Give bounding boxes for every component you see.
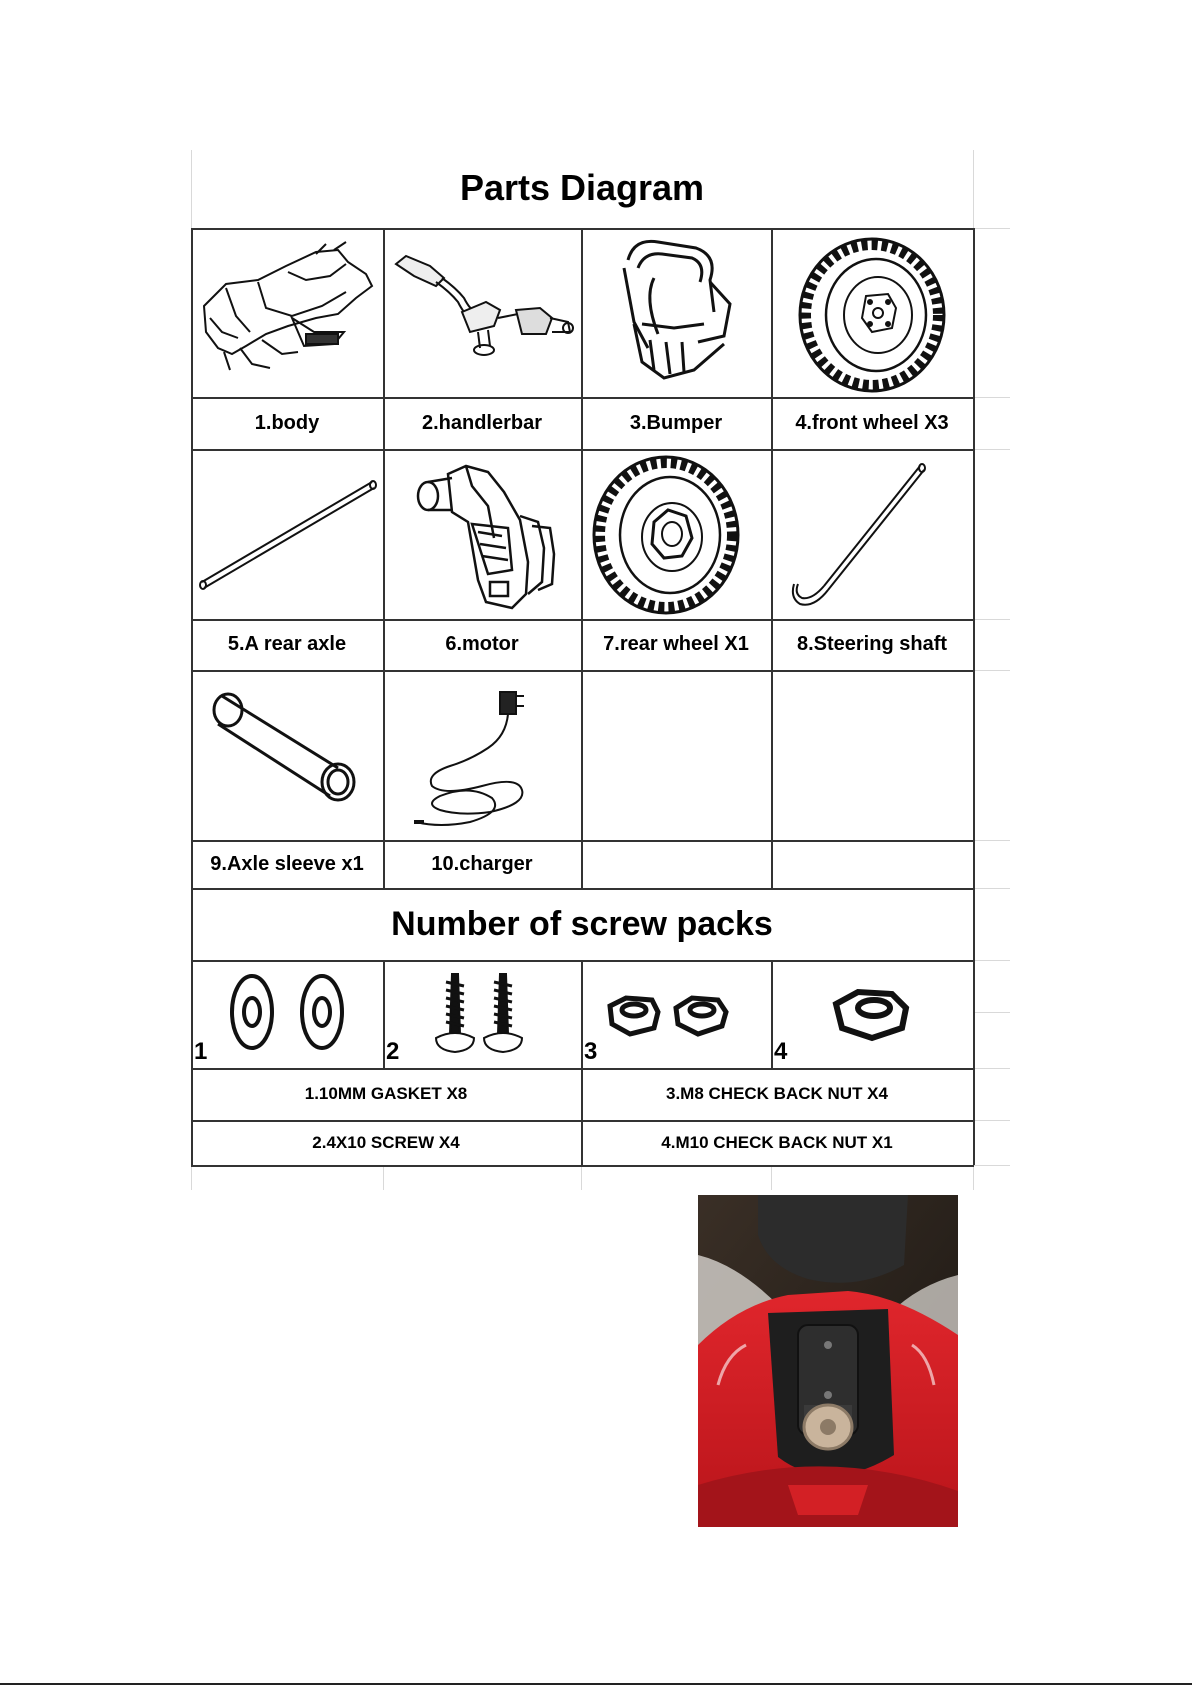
- m10-nut-icon: [832, 988, 912, 1042]
- table-border: [191, 888, 974, 890]
- part-label: 4.front wheel X3: [795, 411, 949, 434]
- motor-icon: [408, 462, 564, 616]
- gridline: [581, 1165, 582, 1190]
- gridline: [973, 960, 1010, 961]
- part-label: 8.Steering shaft: [796, 633, 948, 655]
- table-border: [973, 888, 975, 1165]
- screw-item-label: 1.10MM GASKET X8: [304, 1084, 468, 1103]
- table-border: [191, 1165, 974, 1167]
- gridline: [973, 1012, 1010, 1013]
- handlebar-icon: [390, 252, 576, 362]
- parts-diagram-title: Parts Diagram: [459, 167, 705, 208]
- gridline: [383, 1165, 384, 1190]
- table-border: [191, 960, 974, 962]
- table-border: [191, 670, 974, 672]
- screw-pack-number: 1: [194, 1038, 208, 1065]
- gridline: [973, 888, 1010, 889]
- part-label: 7.rear wheel X1: [603, 633, 749, 655]
- gridline: [973, 1120, 1010, 1121]
- table-border: [581, 228, 583, 888]
- gridline: [973, 397, 1010, 398]
- axle-sleeve-icon: [208, 688, 360, 806]
- part-label: 10.charger: [431, 852, 533, 875]
- table-border: [191, 449, 974, 451]
- body-icon: [196, 236, 380, 386]
- m8-nut-icon: [606, 994, 730, 1038]
- steering-shaft-icon: [790, 460, 940, 610]
- table-border: [383, 228, 385, 888]
- gridline: [973, 228, 1010, 229]
- gridline: [973, 1068, 1010, 1069]
- gasket-icon: [224, 972, 354, 1052]
- motor-installed-photo: [698, 1195, 958, 1527]
- gridline: [973, 449, 1010, 450]
- screw-pack-number: 3: [584, 1038, 598, 1065]
- screw-icon: [428, 972, 538, 1056]
- screw-packs-title: Number of screw packs: [391, 905, 773, 943]
- table-border: [973, 228, 975, 888]
- part-label: 6.motor: [445, 633, 519, 655]
- rear-axle-icon: [196, 476, 380, 596]
- screw-pack-number: 4: [774, 1038, 788, 1065]
- table-border: [771, 960, 773, 1068]
- part-label: 9.Axle sleeve x1: [210, 852, 364, 875]
- screw-pack-number: 2: [386, 1038, 400, 1065]
- gridline: [973, 840, 1010, 841]
- gridline: [973, 670, 1010, 671]
- part-label: 5.A rear axle: [227, 633, 347, 655]
- table-border: [191, 228, 974, 230]
- bumper-icon: [614, 238, 744, 388]
- gridline: [771, 1165, 772, 1190]
- rear-wheel-icon: [590, 454, 742, 616]
- part-label: 1.body: [254, 411, 320, 434]
- table-border: [771, 228, 773, 888]
- charger-icon: [410, 686, 534, 834]
- gridline: [973, 619, 1010, 620]
- front-wheel-icon: [796, 236, 948, 394]
- screw-item-label: 4.M10 CHECK BACK NUT X1: [661, 1132, 893, 1152]
- part-label: 2.handlerbar: [421, 411, 543, 434]
- screw-item-label: 3.M8 CHECK BACK NUT X4: [666, 1084, 888, 1103]
- screw-item-label: 2.4X10 SCREW X4: [312, 1132, 460, 1152]
- part-label: 3.Bumper: [629, 411, 723, 434]
- table-border: [191, 228, 193, 888]
- table-border: [383, 960, 385, 1068]
- gridline: [973, 1165, 1010, 1166]
